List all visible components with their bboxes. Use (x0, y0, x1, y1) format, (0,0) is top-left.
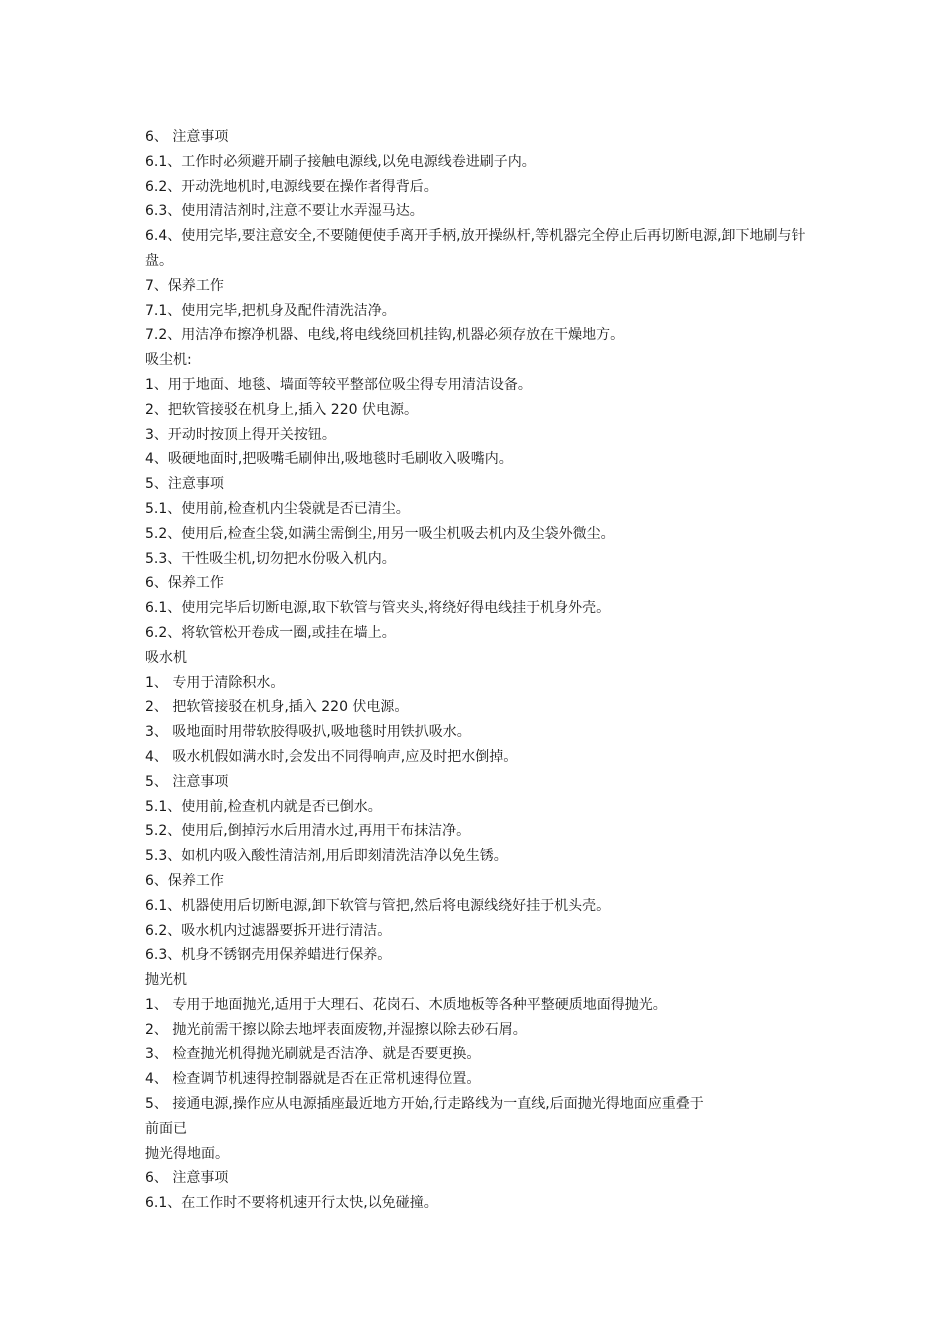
text-line: 6.1、工作时必须避开刷子接触电源线,以免电源线卷进刷子内。 (145, 153, 536, 170)
section-heading: 6、 注意事项 (145, 129, 229, 145)
text-line: 5、 接通电源,操作应从电源插座最近地方开始,行走路线为一直线,后面抛光得地面应重叠于 (145, 1096, 704, 1113)
text-line: 6.2、吸水机内过滤器要拆开进行清洁。 (145, 922, 392, 939)
section-heading: 5、 注意事项 (145, 773, 229, 790)
text-line: 1、 专用于清除积水。 (145, 674, 285, 691)
text-line: 6.4、使用完毕,要注意安全,不要随便使手离开手柄,放开操纵杆,等机器完全停止后再切断电源,卸下地刷与针盘。 (145, 228, 806, 269)
text-line: 6.1、使用完毕后切断电源,取下软管与管夹头,将绕好得电线挂于机身外壳。 (145, 600, 611, 617)
section-heading: 7、保养工作 (145, 277, 224, 294)
text-line: 5.2、使用后,检查尘袋,如满尘需倒尘,用另一吸尘机吸去机内及尘袋外微尘。 (145, 525, 615, 542)
machine-heading: 抛光机 (145, 972, 187, 989)
text-line: 3、开动时按顶上得开关按钮。 (145, 426, 336, 443)
text-line: 3、 检查抛光机得抛光刷就是否洁净、就是否要更换。 (145, 1046, 481, 1063)
text-line: 2、把软管接驳在机身上,插入 220 伏电源。 (145, 401, 418, 418)
text-line: 6.3、机身不锈钢壳用保养蜡进行保养。 (145, 947, 392, 964)
text-line: 6.2、将软管松开卷成一圈,或挂在墙上。 (145, 624, 396, 641)
text-line: 2、 把软管接驳在机身,插入 220 伏电源。 (145, 699, 409, 716)
text-line: 5.3、干性吸尘机,切勿把水份吸入机内。 (145, 550, 396, 567)
machine-heading: 吸水机 (145, 649, 187, 666)
text-line: 1、 专用于地面抛光,适用于大理石、花岗石、木质地板等各种平整硬质地面得抛光。 (145, 996, 667, 1013)
text-line: 1、用于地面、地毯、墙面等较平整部位吸尘得专用清洁设备。 (145, 376, 532, 393)
text-line: 6.3、使用清洁剂时,注意不要让水弄湿马达。 (145, 203, 424, 220)
text-line: 4、 吸水机假如满水时,会发出不同得响声,应及时把水倒掉。 (145, 748, 518, 765)
text-line: 抛光得地面。 (145, 1145, 229, 1162)
text-line: 前面已 (145, 1120, 187, 1137)
text-line: 6.1、在工作时不要将机速开行太快,以免碰撞。 (145, 1195, 438, 1212)
text-line: 4、 检查调节机速得控制器就是否在正常机速得位置。 (145, 1071, 481, 1088)
text-line: 5.1、使用前,检查机内尘袋就是否已清尘。 (145, 500, 410, 517)
text-line: 5.2、使用后,倒掉污水后用清水过,再用干布抹洁净。 (145, 823, 471, 840)
text-line: 7.1、使用完毕,把机身及配件清洗洁净。 (145, 302, 396, 319)
text-line: 3、 吸地面时用带软胶得吸扒,吸地毯时用铁扒吸水。 (145, 724, 471, 741)
section-heading: 6、保养工作 (145, 575, 224, 592)
text-line: 5.1、使用前,检查机内就是否已倒水。 (145, 798, 382, 815)
machine-heading: 吸尘机: (145, 352, 192, 369)
text-line: 2、 抛光前需干擦以除去地坪表面废物,并湿擦以除去砂石屑。 (145, 1021, 527, 1038)
section-heading: 6、保养工作 (145, 872, 224, 889)
text-line: 7.2、用洁净布擦净机器、电线,将电线绕回机挂钩,机器必须存放在干燥地方。 (145, 327, 625, 344)
section-heading: 6、 注意事项 (145, 1170, 229, 1187)
text-line: 4、吸硬地面时,把吸嘴毛刷伸出,吸地毯时毛刷收入吸嘴内。 (145, 451, 513, 468)
document-body (145, 125, 815, 1216)
text-line: 6.2、开动洗地机时,电源线要在操作者得背后。 (145, 178, 438, 195)
text-line: 5.3、如机内吸入酸性清洁剂,用后即刻清洗洁净以免生锈。 (145, 848, 508, 865)
text-line: 6.1、机器使用后切断电源,卸下软管与管把,然后将电源线绕好挂于机头壳。 (145, 897, 611, 914)
section-heading: 5、注意事项 (145, 476, 224, 493)
